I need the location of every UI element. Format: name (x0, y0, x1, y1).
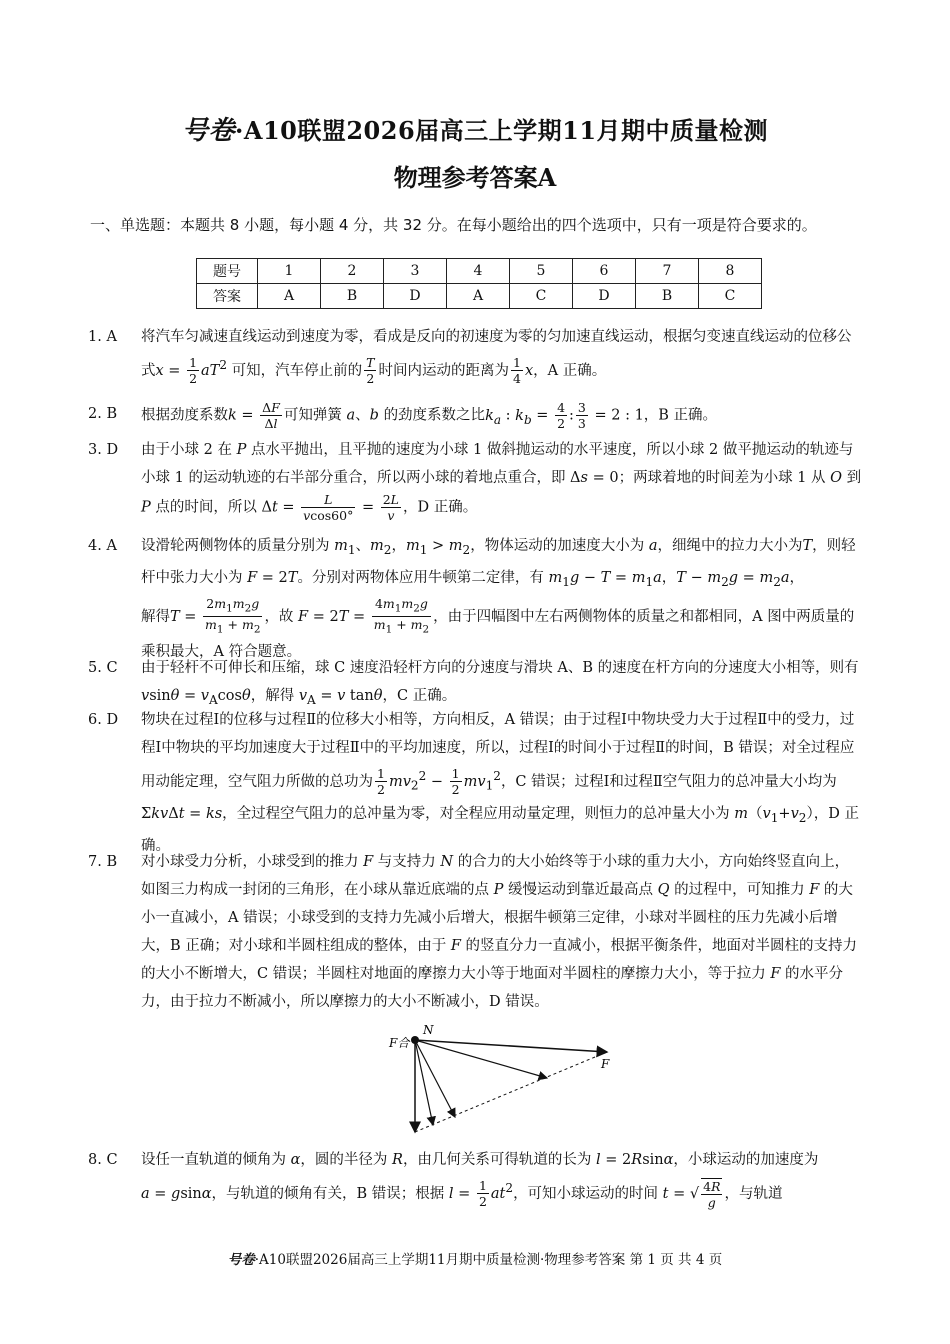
footer-brand: 号卷 (227, 1252, 255, 1268)
text: 可知弹簧 (283, 407, 342, 424)
text: ，与轨道 (724, 1185, 783, 1202)
text: 根据劲度系数 (141, 407, 228, 424)
question-body: 由于轻杆不可伸长和压缩，球 C 速度沿轻杆方向的分速度与滑块 A、B 的速度在杆方向的分速度大小相等，则有 $vsin\theta = v_A\cos\theta$，解得 $v_A = v$ tanθ，C 正确。 (141, 660, 859, 707)
table-cell: 8 (699, 259, 762, 284)
text: 时间内运动的距离为 (378, 362, 509, 379)
question-number: 3. D (88, 442, 119, 458)
dashed-line (415, 1052, 607, 1132)
label-n: N (423, 1023, 434, 1037)
question-body: 根据劲度系数k = $\frac{\Delta F}{\Delta l}$ 可知弹簧 a、b 的劲度系数之比$k_a$ : $k_b$ = $\frac{4}{2}$ : $\frac{3}{3}$ = 2 : 1，B 正确。 (141, 400, 718, 431)
question-8 (88, 1146, 863, 1210)
text: 由于轻杆不可伸长和压缩，球 C 速度沿轻杆方向的分速度与滑块 A、B 的速度在杆方向的分速度大小相等，则有 (141, 660, 859, 676)
question-number: 5. C (88, 660, 118, 676)
page-footer (0, 1248, 950, 1268)
text: ，D 正确。 (141, 805, 859, 854)
text: 解得 (141, 608, 170, 625)
table-cell: 1 (258, 259, 321, 284)
text: 的合力的大小始终等于小球的重力大小，方向始终竖直向上，如图三力构成一封闭的三角形，在小球从靠近底端的点 (141, 854, 850, 898)
table-row (197, 259, 762, 284)
text: 将汽车匀减速直线运动到速度为零，看成是反向的初速度为零的匀加速直线运动，根据匀变速直线运动的位移公式 (141, 329, 852, 379)
text: ，可知小球运动的时间 (513, 1185, 659, 1202)
question-body: 对小球受力分析，小球受到的推力 F 与支持力 N 的合力的大小始终等于小球的重力大小，方向始终竖直向上，如图三力构成一封闭的三角形，在小球从靠近底端的点 P 缓慢运动到靠近最高点 Q 的过程中，可知推力 F 的大小一直减小，A 错误；小球受到的支持力先减小后增大，根据牛顿第三定律，小球对半圆柱的压力先减小后增大，B 正确；对小球和半圆柱组成的整体，由于 F 的竖直分力一直减小，根据平衡条件，地面对半圆柱的支持力的大小不断增大，C 错误；半圆柱对地面的摩擦力大小等于地面对半圆柱的摩擦力大小，等于拉力 F 的水平分力，由于拉力不断减小，所以摩擦力的大小不断减小，D 错误。 (141, 854, 858, 1010)
text: ，D 正确。 (402, 499, 478, 516)
question-number: 4. A (88, 538, 117, 554)
text: ，细绳中的拉力大小为 (657, 538, 803, 554)
question-body: 由于小球 2 在 P 点水平抛出，且平抛的速度为小球 1 做斜抛运动的水平速度，所以小球 2 做平抛运动的轨迹与小球 1 的运动轨迹的右半部分重合，所以两小球的着地点重合，即 Δs = 0；两球着地的时间差为小球 1 从 O 到 P 点的时间，所以 Δt = $\frac{L}{vcos60^\circ}$ = $\frac{2L}{v}$ ，D 正确。 (141, 442, 862, 523)
question-5 (88, 654, 863, 714)
text: 到 (846, 470, 862, 486)
page-subtitle: 物理参考答案A (393, 163, 557, 192)
text: ，物体运动的加速度大小为 (470, 538, 645, 554)
question-body: 物块在过程Ⅰ的位移与过程Ⅱ的位移大小相等，方向相反，A 错误；由于过程Ⅰ中物块受力大于过程Ⅱ中的受力，过程Ⅰ中物块的平均加速度大于过程Ⅱ中的平均加速度，所以，过程Ⅰ的时间小于过程Ⅱ的时间，B 错误；对全过程应用动能定理，空气阻力所做的总功为 $\frac{1}{2}$ $mv_2^2$ − $\frac{1}{2}$ $mv_1^2$，C 错误；过程Ⅰ和过程Ⅱ空气阻力的总冲量大小均为 ΣkvΔt = ks，全过程空气阻力的总冲量为零，对全程应用动量定理，则恒力的总冲量大小为 $m(v_1+v_2)$，D 正确。 (141, 712, 859, 854)
text: ，故 (264, 608, 294, 625)
question-number: 6. D (88, 712, 119, 728)
question-6 (88, 706, 863, 860)
text: ，由几何关系可得轨道的长为 (402, 1152, 592, 1168)
text: 由于小球 2 在 (141, 442, 232, 458)
ball-point (411, 1036, 419, 1044)
question-4 (88, 532, 863, 666)
brand-logo: 号卷 (181, 116, 235, 146)
footer-text: ·A10联盟2026届高三上学期11月期中质量检测·物理参考答案 第 1 页 共 4 页 (254, 1252, 723, 1268)
table-cell: 3 (384, 259, 447, 284)
answer-table (196, 258, 762, 309)
text: ，则轻杆中张力大小为 (141, 538, 856, 586)
question-3 (88, 436, 863, 523)
table-cell: 5 (510, 259, 573, 284)
title-text: ·A10联盟2026届高三上学期11月期中质量检测 (234, 116, 769, 145)
question-number: 7. B (88, 854, 118, 870)
text: 可知，汽车停止前的 (231, 362, 363, 379)
text: ，C 错误；过程Ⅰ和过程Ⅱ空气阻力的总冲量大小均为 (500, 773, 837, 790)
text: ；两球着地的时间差为小球 1 从 (618, 470, 826, 486)
question-7 (88, 848, 863, 1016)
question-1 (88, 323, 863, 386)
table-cell: 7 (636, 259, 699, 284)
text: 的大小一直减小，A 错误；小球受到的支持力先减小后增大，根据牛顿第三定律，小球对半圆柱的压力先减小后增大，B 正确；对小球和半圆柱组成的整体，由于 (141, 882, 853, 954)
question-number: 8. C (88, 1152, 118, 1168)
text: 的竖直分力一直减小，根据平衡条件，地面对半圆柱的支持力的大小不断增大，C 错误；半圆柱对地面的摩擦力大小等于地面对半圆柱的摩擦力大小，等于拉力 (141, 938, 858, 982)
force-diagram (385, 1020, 625, 1135)
table-cell: C (510, 284, 573, 309)
text: 对小球受力分析，小球受到的推力 (141, 854, 359, 870)
question-2 (88, 400, 863, 433)
text: ，圆的半径为 (300, 1152, 388, 1168)
text: ，由于四幅图中左右两侧物体的质量之和都相同，A 图中两质量的乘积最大，A 符合题意。 (141, 608, 855, 660)
text: 的劲度系数之比 (383, 407, 486, 424)
text: 点的时间，所以 (155, 499, 257, 516)
question-number: 1. A (88, 329, 117, 345)
text: 设滑轮两侧物体的质量分别为 (141, 538, 330, 554)
force-arrow (415, 1040, 433, 1125)
force-arrow (415, 1040, 547, 1078)
table-cell: D (573, 284, 636, 309)
text: 与支持力 (377, 854, 436, 870)
question-body: 将汽车匀减速直线运动到速度为零，看成是反向的初速度为零的匀加速直线运动，根据匀变速直线运动的位移公式x = $\frac{1}{2}$ $aT^2$ 可知，汽车停止前的 $\frac{T}{2}$ 时间内运动的距离为 $\frac{1}{4}$ x，A 正确。 (141, 329, 852, 387)
text: ，解得 (250, 688, 295, 704)
table-cell: B (321, 284, 384, 309)
table-cell: A (447, 284, 510, 309)
table-cell: 2 (321, 259, 384, 284)
question-number: 2. B (88, 406, 118, 422)
text: ，小球运动的加速度为 (673, 1152, 819, 1168)
table-cell: C (699, 284, 762, 309)
question-body: 设任一直轨道的倾角为 α，圆的半径为 R，由几何关系可得轨道的长为 l = 2Rsinα，小球运动的加速度为 a = gsinα，与轨道的倾角有关，B 错误；根据 l = $\frac{1}{2}$ $at^2$，可知小球运动的时间 t = √ $\frac{4R}{g}$ ，与轨道 (141, 1152, 819, 1210)
table-cell: 6 (573, 259, 636, 284)
force-arrow (415, 1040, 455, 1117)
label-fhe: F合 (389, 1036, 410, 1050)
question-body: 设滑轮两侧物体的质量分别为 $m_1$、$m_2$，$m_1 > m_2$，物体运动的加速度大小为 a，细绳中的拉力大小为T，则轻杆中张力大小为 F = 2T。分别对两物体应用牛顿第二定律，有 $m_1g - T = m_1a$，$T - m_2g = m_2a$， 解得T = $\frac{2m_1m_2g}{m_1 + m_2}$ ，故 F = 2T = $\frac{4m_1m_2g}{m_1 + m_2}$ ，由于四幅图中左右两侧物体的质量之和都相同，A 图中两质量的乘积最大，A 符合题意。 (141, 538, 856, 660)
text: ，C 正确。 (382, 688, 457, 704)
force-arrow (415, 1040, 607, 1052)
section-heading: 一、单选题：本题共 8 小题，每小题 4 分，共 32 分。在每小题给出的四个选项中，只有一项是符合要求的。 (90, 216, 817, 234)
text: 物块在过程Ⅰ的位移与过程Ⅱ的位移大小相等，方向相反，A 错误；由于过程Ⅰ中物块受力大于过程Ⅱ中的受力，过程Ⅰ中物块的平均加速度大于过程Ⅱ中的平均加速度，所以，过程Ⅰ的时间小于过程Ⅱ的时间，B 错误；对全过程应用动能定理，空气阻力所做的总功为 (141, 712, 855, 790)
text: ，A 正确。 (533, 362, 607, 379)
table-header-cell: 答案 (197, 284, 258, 309)
text: ，与轨道的倾角有关，B 错误；根据 (211, 1185, 445, 1202)
page-title (0, 110, 950, 147)
table-row (197, 284, 762, 309)
text: 缓慢运动到靠近最高点 (507, 882, 653, 898)
text: 点水平抛出，且平抛的速度为小球 1 做斜抛运动的水平速度，所以小球 2 做平抛运动的轨迹与小球 1 的运动轨迹的右半部分重合，所以两小球的着地点重合，即 (141, 442, 854, 486)
text: 。分别对两物体应用牛顿第二定律，有 (297, 569, 544, 586)
text: 的过程中，可知推力 (674, 882, 805, 898)
label-f: F (601, 1057, 610, 1071)
text: ，全过程空气阻力的总冲量为零，对全程应用动量定理，则恒力的总冲量大小为 (222, 805, 730, 822)
text: 设任一直轨道的倾角为 (141, 1152, 286, 1168)
text: ，B 正确。 (643, 407, 718, 424)
table-cell: A (258, 284, 321, 309)
table-cell: D (384, 284, 447, 309)
table-cell: 4 (447, 259, 510, 284)
text: 的水平分力，由于拉力不断减小，所以摩擦力的大小不断减小，D 错误。 (141, 966, 843, 1010)
table-header-cell: 题号 (197, 259, 258, 284)
table-cell: B (636, 284, 699, 309)
